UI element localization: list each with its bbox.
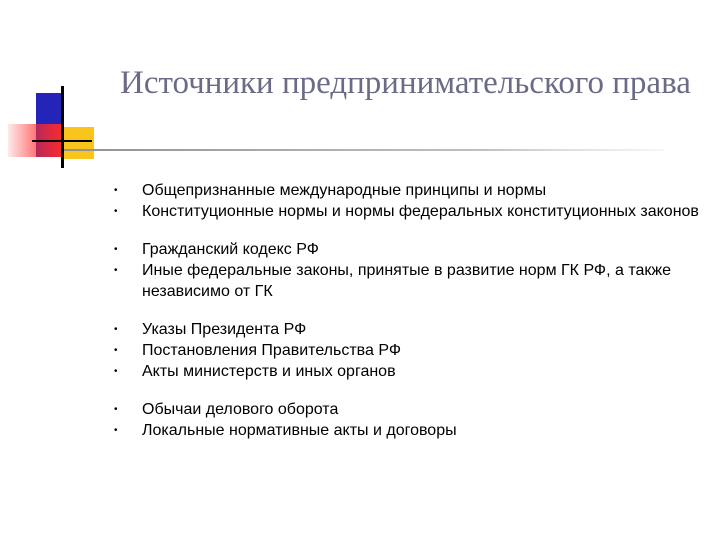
bullet-group [110,239,700,302]
bullet-icon: • [114,425,118,436]
yellow-block [64,127,94,159]
bullet-group [110,319,700,382]
bullet-icon: • [114,244,118,255]
list-item-text: Обычаи делового оборота [142,401,339,418]
list-item-text: Иные федеральные законы, принятые в развитие норм ГК РФ, а также независимо от ГК [142,262,671,300]
bullet-list [110,180,700,458]
bullet-group [110,180,700,222]
bullet-icon: • [114,206,118,217]
bullet-icon: • [114,185,118,196]
bullet-icon: • [114,265,118,276]
list-item [110,340,700,361]
title-divider [64,149,664,151]
bullet-icon: • [114,324,118,335]
list-item-text: Гражданский кодекс РФ [142,241,319,258]
list-item [110,420,700,441]
slide-title: Источники предпринимательского права [120,65,691,101]
list-item [110,260,700,302]
bullet-icon: • [114,366,118,377]
list-item [110,399,700,420]
list-item-text: Постановления Правительства РФ [142,342,401,359]
horizontal-black-line [32,140,92,142]
bullet-group [110,399,700,441]
bullet-icon: • [114,345,118,356]
list-item-text: Локальные нормативные акты и договоры [142,422,457,439]
list-item [110,319,700,340]
bullet-icon: • [114,404,118,415]
list-item-text: Указы Президента РФ [142,321,307,338]
list-item [110,201,700,222]
list-item [110,239,700,260]
list-item [110,361,700,382]
list-item-text: Акты министерств и иных органов [142,363,396,380]
list-item [110,180,700,201]
vertical-black-line [61,86,64,168]
list-item-text: Конституционные нормы и нормы федеральных конституционных законов [142,203,699,220]
list-item-text: Общепризнанные международные принципы и нормы [142,182,547,199]
